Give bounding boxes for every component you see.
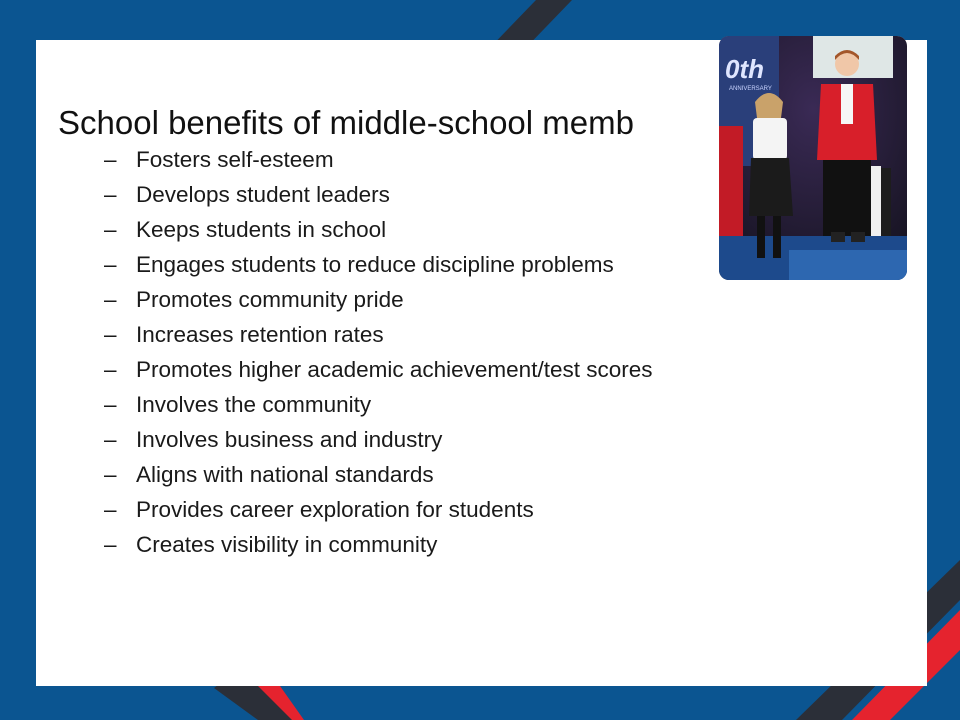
dash-marker: – <box>104 427 117 452</box>
dash-marker: – <box>104 462 117 487</box>
students-on-stage-photo <box>719 36 907 280</box>
dash-marker: – <box>104 497 117 522</box>
photo-illustration <box>719 36 907 280</box>
dash-marker: – <box>104 392 117 417</box>
slide-title: School benefits of middle-school memb <box>58 104 634 141</box>
banner-text: 0th <box>725 54 764 84</box>
dash-marker: – <box>104 252 117 277</box>
dash-marker: – <box>104 322 117 347</box>
dash-marker: – <box>104 357 117 382</box>
banner-subtext: ANNIVERSARY <box>729 86 772 92</box>
dash-marker: – <box>104 532 117 557</box>
slide-panel: School benefits of middle-school memb – Fosters self-esteem – Develops student leaders – Keeps students in school – Engages students to reduce discipline problems – Promotes community pride – Increases retention rates – Promotes higher academic achievement/test scores – Involves the community – Involves business and industry – Aligns with national standards – Provides career exploration for students – Creates visibility in community <box>36 40 927 686</box>
dash-marker: – <box>104 217 117 242</box>
dash-marker: – <box>104 182 117 207</box>
dash-marker: – <box>104 287 117 312</box>
dash-marker: – <box>104 147 117 172</box>
